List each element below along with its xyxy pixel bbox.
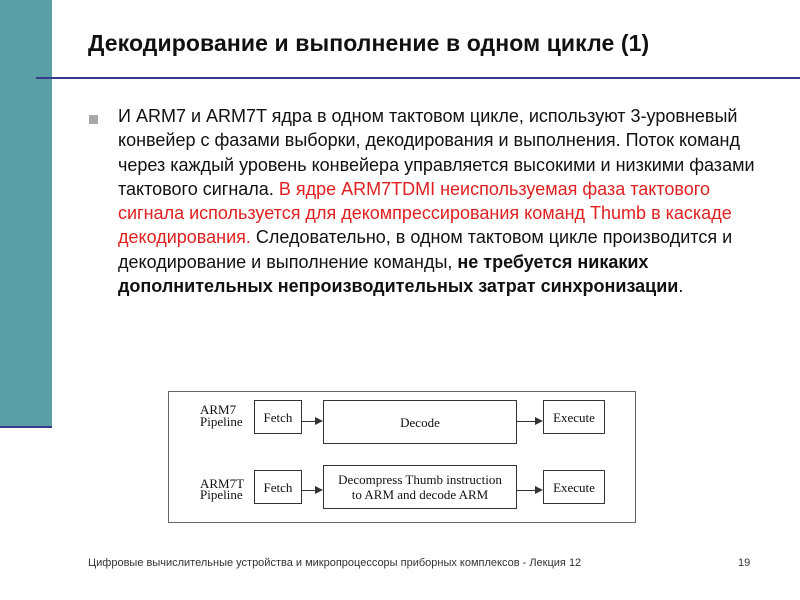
slide-footer: Цифровые вычислительные устройства и микропроцессоры приборных комплексов - Лекция 12	[88, 557, 582, 569]
bullet-text	[118, 104, 758, 298]
row2-execute-label: Execute	[553, 479, 595, 495]
row1-execute-box	[543, 400, 605, 434]
row1-fetch-label: Fetch	[263, 409, 293, 425]
pipeline-diagram	[168, 391, 636, 523]
row2-arrow2-line	[517, 490, 537, 491]
bullet-text-highlight: В ядре ARM7TDMI неиспользуемая фаза тактового сигнала используется для декомпрессирования команд Thumb в каскаде декодирования.	[118, 178, 732, 248]
bullet-text-part1: И ARM7 и ARM7T ядра в одном тактовом цикле, используют 3-уровневый конвейер с фазами выборки, декодирования и выполнения. Поток команд через каждый уровень конвейера управляется высокими и низкими фазами тактового сигнала.	[118, 106, 755, 199]
arrow-right-icon	[535, 486, 543, 494]
row1-label-line2: Pipeline	[200, 414, 243, 429]
arrow-right-icon	[535, 417, 543, 425]
row2-decode-line1: Decompress Thumb instruction	[338, 472, 502, 487]
row1-label-line1: ARM7	[200, 402, 237, 417]
row2-execute-box	[543, 470, 605, 504]
row2-fetch-box	[254, 470, 302, 504]
arrow-right-icon	[315, 417, 323, 425]
slide-title: Декодирование и выполнение в одном цикле (1)	[88, 30, 650, 56]
bullet-text-bold: не требуется никаких дополнительных непроизводительных затрат синхронизации	[118, 251, 679, 297]
title-rule	[36, 77, 800, 79]
row1-decode-label: Decode	[400, 414, 440, 430]
sidebar-accent	[0, 0, 52, 428]
row2-label-line1: ARM7T	[200, 476, 245, 491]
row1-execute-label: Execute	[553, 409, 595, 425]
row1-decode-box	[323, 400, 517, 444]
arrow-right-icon	[315, 486, 323, 494]
row1-fetch-box	[254, 400, 302, 434]
bullet-text-part3: Следовательно, в одном тактовом цикле производится и декодирование и выполнение команды,	[118, 227, 733, 272]
row2-label-line2: Pipeline	[200, 487, 243, 502]
page-number: 19	[738, 557, 751, 569]
bullet-text-end: .	[678, 276, 684, 297]
row1-arrow2-line	[517, 421, 537, 422]
bullet-square-icon	[89, 115, 98, 124]
sidebar-rule	[0, 426, 52, 428]
row2-decode-box	[323, 465, 517, 509]
row2-decode-line2: to ARM and decode ARM	[351, 487, 489, 502]
row2-fetch-label: Fetch	[263, 479, 293, 495]
